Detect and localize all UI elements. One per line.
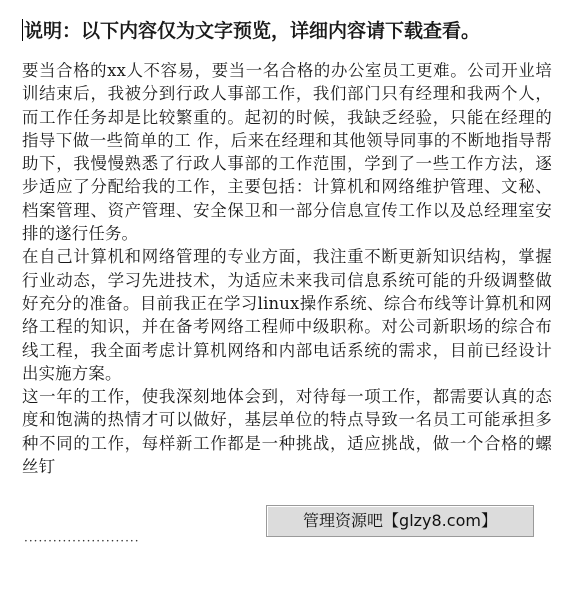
preview-notice-text: 说明：以下内容仅为文字预览，详细内容请下载查看。	[24, 20, 481, 42]
watermark-badge: 管理资源吧【glzy8.com】	[266, 505, 534, 537]
document-body	[22, 59, 552, 478]
text-cursor	[22, 19, 23, 41]
paragraph-2: 在自己计算机和网络管理的专业方面，我注重不断更新知识结构，掌握行业动态，学习先进技术，为适应未来我司信息系统可能的升级调整做好充分的准备。目前我正在学习linux操作系统、综合布线等计算机和网络工程的知识，并在备考网络工程师中级职称。对公司新职场的综合布线工程，我全面考虑计算机网络和内部电话系统的需求，目前已经设计出实施方案。	[22, 247, 552, 383]
paragraph-1: 要当合格的xx人不容易，要当一名合格的办公室员工更难。公司开业培训结束后，我被分到行政人事部工作，我们部门只有经理和我两个人，而工作任务却是比较繁重的。起初的时候，我缺乏经验，只能在经理的指导下做一些简单的工 作，后来在经理和其他领导同事的不断地指导帮助下，我慢慢熟悉了行政人事部的工作范围，学到了一些工作方法，逐步适应了分配给我的工作，主要包括：计算机和网络维护管理、文秘、档案管理、资产管理、安全保卫和一部分信息宣传工作以及总经理室安排的遂行任务。	[22, 61, 552, 244]
paragraph-3: 这一年的工作，使我深刻地体会到，对待每一项工作，都需要认真的态度和饱满的热情才可以做好，基层单位的特点导致一名员工可能承担多种不同的工作，每样新工作都是一种挑战，适应挑战，做一个合格的螺丝钉	[22, 387, 552, 477]
truncation-dots: ························	[24, 534, 140, 548]
preview-notice	[22, 18, 570, 44]
